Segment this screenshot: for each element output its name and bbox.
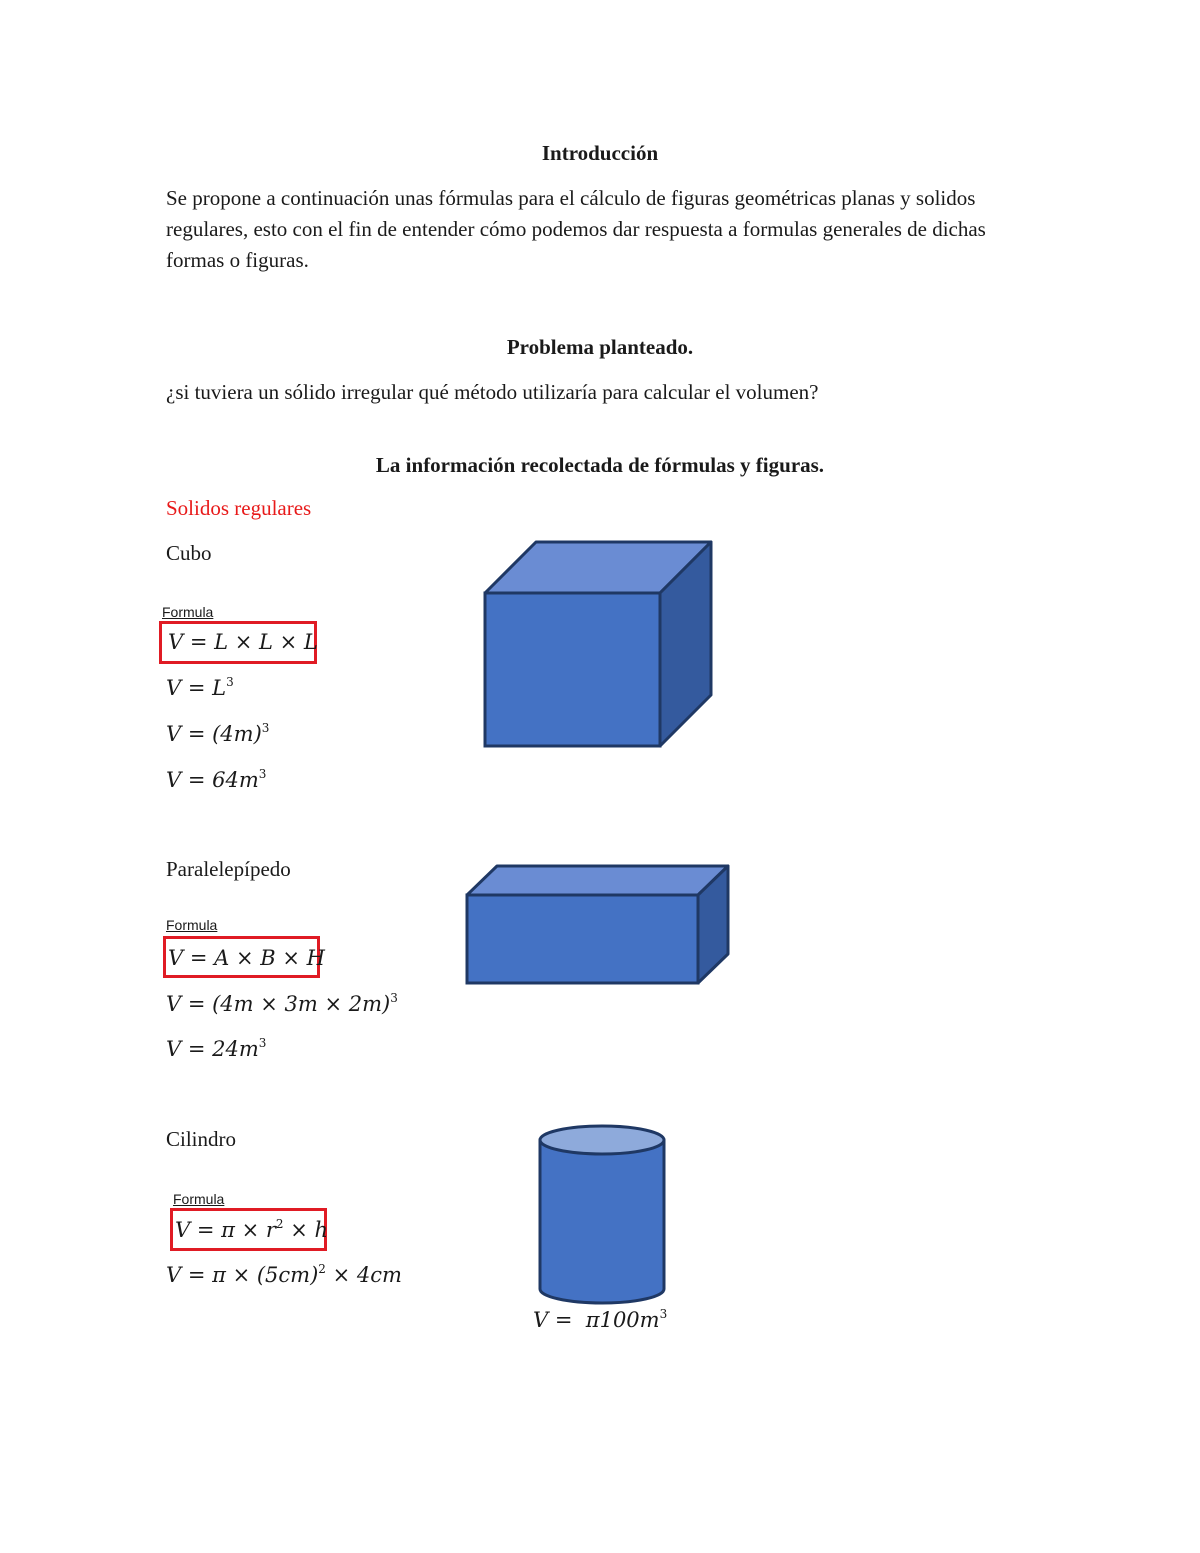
- cube-formula-label: Formula: [162, 604, 214, 620]
- prism-figure: [467, 866, 728, 983]
- cylinder-figure: [540, 1126, 664, 1303]
- prism-step-2: $V = 24m^3$: [166, 1036, 267, 1061]
- section-label-regular-solids: Solidos regulares: [166, 496, 312, 520]
- intro-paragraph: Se propone a continuación unas fórmulas para el cálculo de figuras geométricas planas y solidos regulares, esto con el fin de entender cómo podemos dar respuesta a formulas generales de dichas formas o figuras.: [166, 186, 986, 272]
- cylinder-name: Cilindro: [166, 1127, 237, 1151]
- problem-question: ¿si tuviera un sólido irregular qué método utilizaría para calcular el volumen?: [166, 380, 819, 404]
- cylinder-formula-label: Formula: [173, 1191, 225, 1207]
- cylinder-formula: $V = \pi \times r^2 \times h$: [175, 1217, 329, 1242]
- cube-step-3: $V = 64m^3$: [166, 767, 267, 792]
- prism-front-face: [467, 895, 698, 983]
- cylinder-step-1: $V = \pi \times (5cm)^2 \times 4cm$: [166, 1262, 402, 1287]
- prism-name: Paralelepípedo: [166, 857, 291, 881]
- info-title: La información recolectada de fórmulas y figuras.: [375, 453, 825, 477]
- cylinder-result: $V = \pi 100m^3$: [533, 1307, 668, 1332]
- prism-formula-label: Formula: [166, 917, 218, 933]
- cube-figure: [485, 542, 711, 746]
- cube-name: Cubo: [166, 541, 212, 565]
- cylinder-body: [540, 1140, 664, 1303]
- cube-front-face: [485, 593, 660, 746]
- problem-title: Problema planteado.: [506, 335, 694, 359]
- intro-title: Introducción: [541, 141, 659, 165]
- prism-top-face: [467, 866, 728, 895]
- prism-step-1: $V = (4m \times 3m \times 2m)^3$: [166, 991, 398, 1016]
- prism-formula: V = A × B × H: [168, 946, 325, 970]
- cube-step-2: $V = (4m)^3$: [166, 721, 270, 746]
- cube-formula: V = L × L × L: [168, 630, 318, 654]
- cube-step-1: $V = L^3$: [166, 675, 234, 700]
- cylinder-top-face: [540, 1126, 664, 1154]
